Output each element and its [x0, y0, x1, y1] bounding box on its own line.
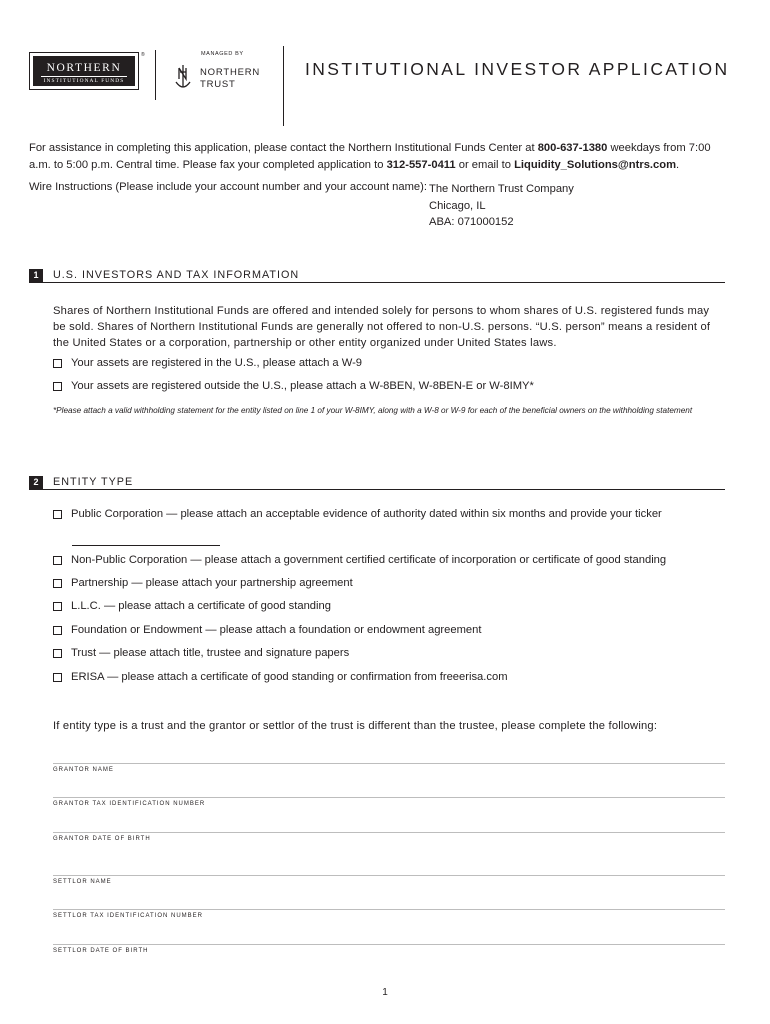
page-title: INSTITUTIONAL INVESTOR APPLICATION [305, 59, 730, 79]
section-2-header [29, 475, 725, 490]
grantor-tin-field[interactable] [53, 797, 725, 811]
option-label: Partnership — please attach your partnership agreement [71, 577, 353, 589]
fax-number: 312-557-0411 [386, 158, 456, 171]
field-label: SETTLOR NAME [53, 879, 112, 885]
field-label: SETTLOR DATE OF BIRTH [53, 948, 149, 954]
checkbox[interactable] [53, 649, 62, 658]
title-divider [283, 46, 284, 126]
wire-instructions-label: Wire Instructions (Please include your account number and your account name): [29, 181, 427, 193]
option-label: Trust — please attach title, trustee and signature papers [71, 647, 350, 659]
manager-line2: TRUST [200, 79, 236, 90]
intro-text-3: or email to [455, 158, 515, 171]
checkbox[interactable] [53, 510, 62, 519]
logo-divider [41, 76, 127, 77]
field-label: SETTLOR TAX IDENTIFICATION NUMBER [53, 913, 204, 919]
field-label: GRANTOR NAME [53, 767, 114, 773]
intro-text-4: . [676, 158, 680, 171]
settlor-name-field[interactable] [53, 875, 725, 889]
manager-line1: NORTHERN [200, 67, 261, 78]
northern-trust-anchor-icon [173, 63, 193, 91]
assistance-paragraph [29, 140, 729, 173]
field-label: GRANTOR TAX IDENTIFICATION NUMBER [53, 801, 206, 807]
northern-institutional-funds-logo [29, 52, 139, 90]
intro-text-2: weekdays from 7:00 a.m. to 5:00 p.m. Central time. Please fax your completed application to [29, 142, 711, 171]
grantor-name-field[interactable] [53, 763, 725, 777]
managed-by-label: MANAGED BY [201, 51, 244, 57]
registered-mark: ® [141, 52, 145, 58]
option-label: Public Corporation — please attach an acceptable evidence of authority dated within six months and provide your ticker [71, 508, 662, 520]
option-partnership[interactable] [53, 577, 353, 589]
us-investors-paragraph: Shares of Northern Institutional Funds are offered and intended solely for persons to whom shares of U.S. registered funds may be sold. Shares of Northern Institutional Funds are generally not offered to non-U.S. persons. “U.S. person” means a resident of the United States or a corporation, partnership or other entity organized under United States laws. [53, 305, 711, 349]
wire-instructions-value [429, 181, 574, 231]
grantor-dob-field[interactable] [53, 832, 725, 846]
option-erisa[interactable] [53, 671, 508, 683]
option-assets-outside-us[interactable] [53, 380, 534, 392]
email-address[interactable]: Liquidity_Solutions@ntrs.com [514, 158, 677, 171]
checkbox[interactable] [53, 673, 62, 682]
option-non-public-corporation[interactable] [53, 554, 666, 566]
option-label: Non-Public Corporation — please attach a government certified certificate of incorporation or certificate of good standing [71, 554, 667, 566]
settlor-dob-field[interactable] [53, 944, 725, 958]
option-label: L.L.C. — please attach a certificate of good standing [71, 600, 331, 612]
option-label: Your assets are registered outside the U.S., please attach a W-8BEN, W-8BEN-E or W-8IMY* [71, 380, 534, 392]
section-2-number: 2 [29, 476, 43, 489]
logo-sub-text: INSTITUTIONAL FUNDS [43, 78, 125, 84]
option-trust[interactable] [53, 647, 349, 659]
wire-line-2: Chicago, IL [429, 199, 486, 212]
option-assets-us[interactable] [53, 357, 362, 369]
header-divider [155, 50, 156, 100]
checkbox[interactable] [53, 579, 62, 588]
option-foundation-endowment[interactable] [53, 624, 481, 636]
withholding-note: *Please attach a valid withholding statement for the entity listed on line 1 of your W-8IMY, along with a W-8 or W-9 for each of the beneficial owners on the withholding statement [53, 406, 693, 415]
wire-line-3: ABA: 071000152 [429, 216, 514, 228]
section-1-number: 1 [29, 269, 43, 282]
intro-text-1: For assistance in completing this application, please contact the Northern Institutional Funds Center at [29, 142, 538, 154]
option-public-corporation[interactable] [53, 508, 662, 520]
ticker-input-line[interactable] [72, 545, 220, 546]
option-label: Your assets are registered in the U.S., please attach a W-9 [71, 357, 363, 369]
phone-number: 800-637-1380 [537, 142, 608, 154]
section-2-title: ENTITY TYPE [53, 476, 134, 488]
trust-note: If entity type is a trust and the grantor or settlor of the trust is different than the trustee, please complete the following: [53, 720, 658, 732]
checkbox[interactable] [53, 626, 62, 635]
northern-trust-wordmark [200, 67, 260, 91]
checkbox[interactable] [53, 382, 62, 391]
section-1-title: U.S. INVESTORS AND TAX INFORMATION [53, 269, 300, 281]
checkbox[interactable] [53, 602, 62, 611]
option-label: Foundation or Endowment — please attach a foundation or endowment agreement [71, 624, 482, 636]
option-label: ERISA — please attach a certificate of good standing or confirmation from freeerisa.com [71, 671, 508, 683]
checkbox[interactable] [53, 359, 62, 368]
field-label: GRANTOR DATE OF BIRTH [53, 836, 151, 842]
section-1-header [29, 268, 725, 283]
logo-main-text: NORTHERN [46, 62, 122, 74]
option-llc[interactable] [53, 600, 331, 612]
settlor-tin-field[interactable] [53, 909, 725, 923]
page-number: 1 [382, 987, 388, 998]
checkbox[interactable] [53, 556, 62, 565]
wire-line-1: The Northern Trust Company [429, 183, 574, 195]
